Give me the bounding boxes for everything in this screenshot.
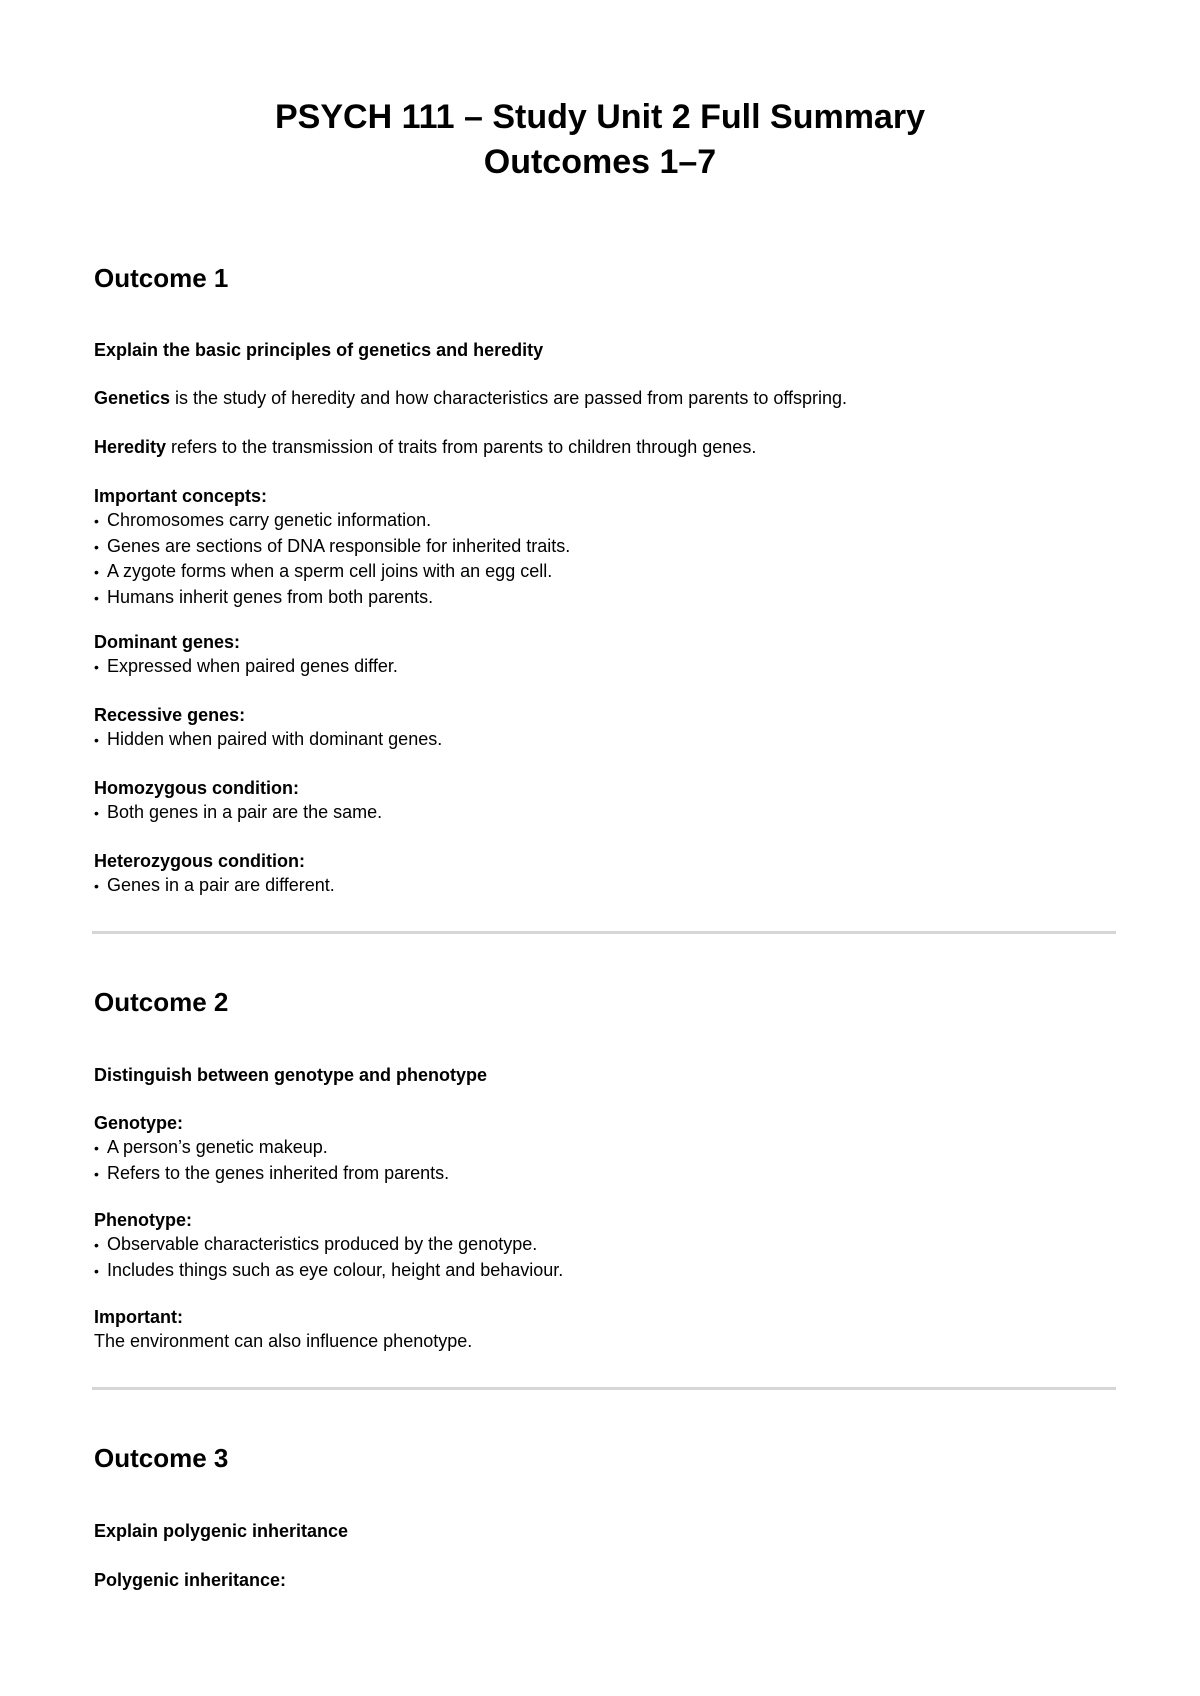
- genetics-definition: [94, 386, 1104, 410]
- dominant-genes-label: Dominant genes:: [94, 632, 241, 652]
- polygenic-inheritance-label: Polygenic inheritance:: [94, 1570, 287, 1590]
- phenotype-list: [94, 1232, 563, 1283]
- document-title-line-1: PSYCH 111 – Study Unit 2 Full Summary: [275, 98, 925, 136]
- homozygous-condition-list: [94, 800, 382, 826]
- list-item: • Genes are sections of DNA responsible for inherited traits.: [94, 534, 570, 560]
- list-item: • Hidden when paired with dominant genes.: [94, 727, 442, 753]
- important-concepts-label: Important concepts:: [94, 486, 268, 506]
- genetics-term: Genetics: [94, 388, 171, 408]
- important-label: Important:: [94, 1307, 183, 1327]
- outcome-2-heading: Outcome 2: [94, 987, 229, 1017]
- list-item: • Humans inherit genes from both parents.: [94, 585, 570, 611]
- list-item: • Observable characteristics produced by the genotype.: [94, 1232, 563, 1258]
- heredity-definition: [94, 435, 1104, 459]
- outcome-1-heading: Outcome 1: [94, 263, 229, 293]
- outcome-3-subheading: Explain polygenic inheritance: [94, 1521, 349, 1541]
- section-divider: [92, 1387, 1116, 1390]
- important-text: The environment can also influence phenotype.: [94, 1331, 473, 1351]
- recessive-genes-label: Recessive genes:: [94, 705, 246, 725]
- list-item: • A person’s genetic makeup.: [94, 1135, 449, 1161]
- genotype-list: [94, 1135, 449, 1186]
- list-item: • Expressed when paired genes differ.: [94, 654, 398, 680]
- list-item: • Genes in a pair are different.: [94, 873, 335, 899]
- phenotype-label: Phenotype:: [94, 1210, 193, 1230]
- heredity-term: Heredity: [94, 437, 167, 457]
- recessive-genes-list: [94, 727, 442, 753]
- document-title-line-2: Outcomes 1–7: [483, 143, 717, 181]
- homozygous-condition-label: Homozygous condition:: [94, 778, 299, 798]
- list-item: • Both genes in a pair are the same.: [94, 800, 382, 826]
- outcome-2-subheading: Distinguish between genotype and phenotype: [94, 1065, 488, 1085]
- list-item: • Refers to the genes inherited from parents.: [94, 1161, 449, 1187]
- genotype-label: Genotype:: [94, 1113, 184, 1133]
- heredity-text: refers to the transmission of traits from parents to children through genes.: [166, 437, 757, 457]
- dominant-genes-list: [94, 654, 398, 680]
- list-item: • A zygote forms when a sperm cell joins with an egg cell.: [94, 559, 570, 585]
- heterozygous-condition-list: [94, 873, 335, 899]
- outcome-1-subheading: Explain the basic principles of genetics and heredity: [94, 340, 544, 360]
- list-item: • Includes things such as eye colour, height and behaviour.: [94, 1258, 563, 1284]
- genetics-text: is the study of heredity and how characteristics are passed from parents to offspring.: [170, 388, 848, 408]
- outcome-3-heading: Outcome 3: [94, 1443, 229, 1473]
- important-concepts-list: [94, 508, 570, 610]
- heterozygous-condition-label: Heterozygous condition:: [94, 851, 305, 871]
- list-item: • Chromosomes carry genetic information.: [94, 508, 570, 534]
- section-divider: [92, 931, 1116, 934]
